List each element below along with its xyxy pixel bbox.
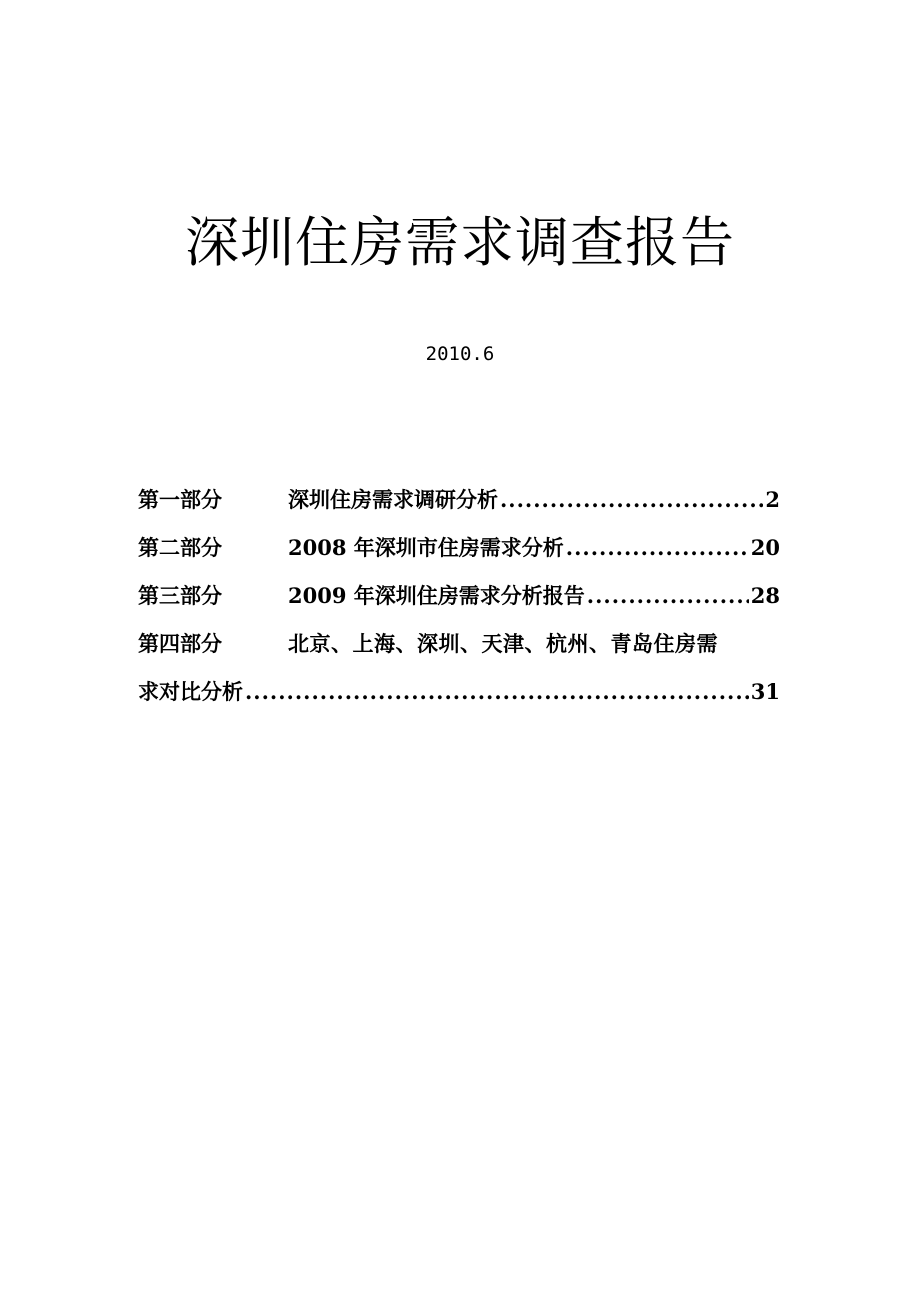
toc-entry-part-4[interactable] bbox=[138, 620, 780, 668]
document-date: 2010.6 bbox=[425, 343, 495, 365]
document-title: 深圳住房需求调查报告 bbox=[185, 211, 735, 274]
toc-dot-leader bbox=[566, 524, 749, 572]
toc-page-number: 2 bbox=[765, 487, 780, 512]
toc-entry-title: 北京、上海、深圳、天津、杭州、青岛住房需 bbox=[288, 631, 718, 656]
toc-dot-leader bbox=[500, 476, 763, 524]
toc-dot-leader bbox=[245, 668, 749, 716]
toc-page-number: 31 bbox=[750, 679, 780, 704]
toc-entry-title: 2008 年深圳市住房需求分析 bbox=[288, 535, 564, 560]
toc-entry-part-1[interactable] bbox=[138, 476, 780, 524]
toc-part-label: 第二部分 bbox=[138, 535, 222, 560]
toc-entry-part-2[interactable] bbox=[138, 524, 780, 572]
toc-entry-title-continuation: 求对比分析 bbox=[138, 679, 243, 704]
toc-page-number: 20 bbox=[750, 535, 780, 560]
toc-part-label: 第三部分 bbox=[138, 583, 222, 608]
toc-entry-title: 2009 年深圳住房需求分析报告 bbox=[288, 583, 585, 608]
toc-entry-title: 深圳住房需求调研分析 bbox=[288, 487, 498, 512]
toc-entry-part-4-continuation[interactable] bbox=[138, 668, 780, 716]
toc-page-number: 28 bbox=[750, 583, 780, 608]
toc-dot-leader bbox=[587, 572, 749, 620]
toc-part-label: 第一部分 bbox=[138, 487, 222, 512]
toc-entry-part-3[interactable] bbox=[138, 572, 780, 620]
table-of-contents bbox=[138, 476, 780, 716]
toc-part-label: 第四部分 bbox=[138, 631, 222, 656]
